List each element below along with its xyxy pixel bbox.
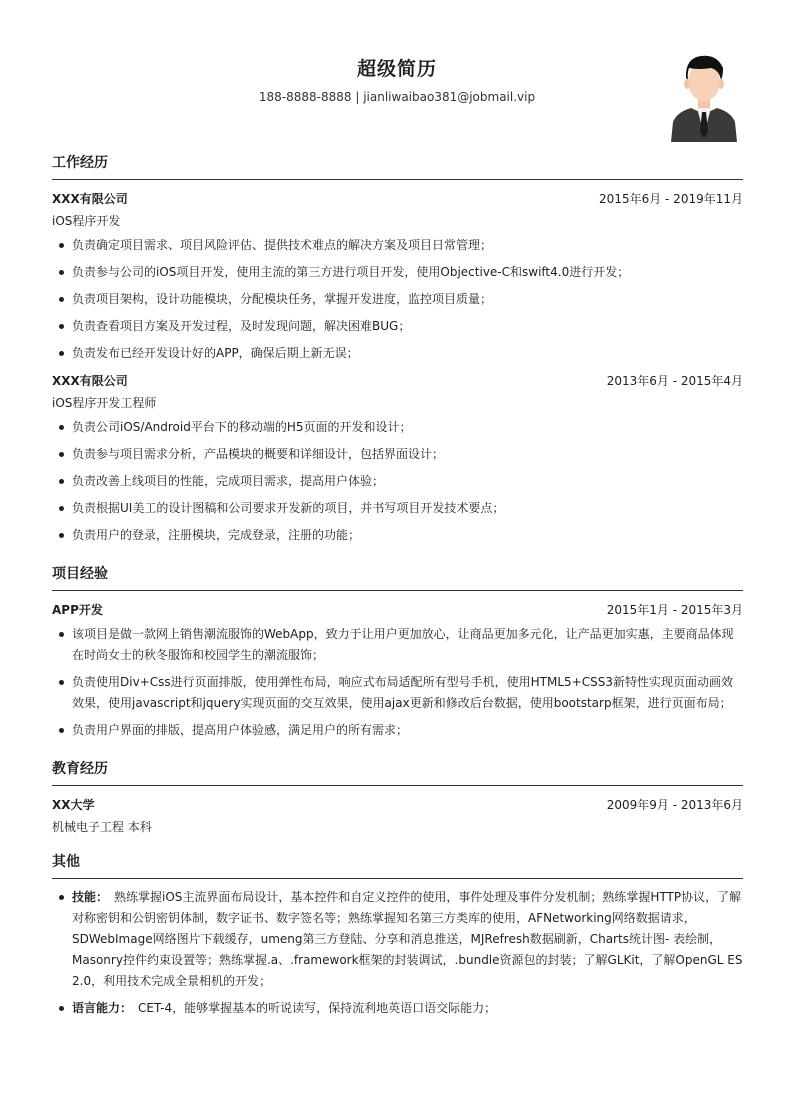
other-list	[52, 887, 743, 1019]
duty-item: 负责公司iOS/Android平台下的移动端的H5页面的开发和设计；	[72, 417, 743, 438]
resume-header	[0, 0, 794, 150]
section-title-work: 工作经历	[52, 150, 743, 180]
duty-list	[52, 417, 743, 546]
date-range: 2015年6月 - 2019年11月	[599, 192, 743, 206]
contact-info: 188-8888-8888 | jianliwaibao381@jobmail.vip	[258, 90, 536, 104]
duty-list	[52, 235, 743, 364]
duty-item: 负责查看项目方案及开发过程，及时发现问题，解决困难BUG；	[72, 316, 743, 337]
project-duty-list	[52, 624, 743, 741]
skills-text: 熟练掌握iOS主流界面布局设计，基本控件和自定义控件的使用，事件处理及事件分发机制；熟练掌握HTTP协议，了解对称密钥和公钥密钥体制，数字证书、数字签名等；熟练掌握知名第三方类库的使用，AFNetworking网络数据请求，SDWebImage网络图片下载缓存，umeng第三方登陆、分享和消息推送，MJRefresh数据刷新，Charts统计图- 表绘制，Masonry控件约束设置等；熟练掌握.a、.framework框架的封装调试，.bundle资源包的封装；了解GLKit，了解OpenGL ES 2.0，利用技术完成全景相机的开发；	[72, 890, 743, 988]
company-name: XXX有限公司	[52, 374, 128, 388]
duty-item: 负责确定项目需求、项目风险评估、提供技术难点的解决方案及项目日常管理；	[72, 235, 743, 256]
language-label: 语言能力：	[72, 1001, 133, 1015]
date-range: 2013年6月 - 2015年4月	[606, 374, 743, 388]
entry-header	[52, 794, 743, 816]
job-title: iOS程序开发	[52, 214, 121, 228]
duty-item: 负责改善上线项目的性能，完成项目需求，提高用户体验；	[72, 471, 743, 492]
entry-header	[52, 599, 743, 621]
section-title-projects: 项目经验	[52, 561, 743, 591]
section-title-other: 其他	[52, 849, 743, 879]
project-duty-item: 负责用户界面的排版，提高用户体验感，满足用户的所有需求；	[72, 720, 743, 741]
businessman-avatar-icon	[667, 48, 741, 142]
date-range: 2015年1月 - 2015年3月	[606, 603, 743, 617]
project-duty-item: 负责使用Div+Css进行页面排版，使用弹性布局，响应式布局适配所有型号手机，使用HTML5+CSS3新特性实现页面动画效效果，使用javascript和jquery实现页面的交互效果，使用ajax更新和修改后台数据，使用bootstarp框架，进行页面布局；	[72, 672, 743, 714]
resume-content	[52, 150, 743, 1025]
company-name: XXX有限公司	[52, 192, 128, 206]
school-name: XX大学	[52, 798, 95, 812]
entry-header	[52, 188, 743, 210]
duty-item: 负责根据UI美工的设计图稿和公司要求开发新的项目，并书写项目开发技术要点；	[72, 498, 743, 519]
language-item	[72, 998, 743, 1019]
work-entry	[52, 188, 743, 364]
date-range: 2009年9月 - 2013年6月	[606, 798, 743, 812]
duty-item: 负责参与公司的iOS项目开发，使用主流的第三方进行项目开发，使用Objective-C和swift4.0进行开发；	[72, 262, 743, 283]
section-title-education: 教育经历	[52, 756, 743, 786]
entry-header	[52, 370, 743, 392]
project-duty-item: 该项目是做一款网上销售潮流服饰的WebApp，致力于让用户更加放心，让商品更加多元化，让产品更加实惠，主要商品体现在时尚女士的秋冬服饰和校园学生的潮流服饰；	[72, 624, 743, 666]
work-entry	[52, 370, 743, 546]
duty-item: 负责发布已经开发设计好的APP，确保后期上新无误；	[72, 343, 743, 364]
duty-item: 负责参与项目需求分析，产品模块的概要和详细设计，包括界面设计；	[72, 444, 743, 465]
resume-name: 超级简历	[356, 58, 437, 80]
language-text: CET-4，能够掌握基本的听说读写，保持流利地英语口语交际能力；	[138, 1001, 497, 1015]
duty-item: 负责项目架构，设计功能模块，分配模块任务，掌握开发进度，监控项目质量；	[72, 289, 743, 310]
skills-label: 技能：	[72, 890, 109, 904]
education-entry	[52, 794, 743, 838]
project-entry	[52, 599, 743, 741]
degree-detail: 机械电子工程 本科	[52, 820, 152, 834]
project-name: APP开发	[52, 603, 103, 617]
job-title: iOS程序开发工程师	[52, 396, 157, 410]
skills-item	[72, 887, 743, 992]
duty-item: 负责用户的登录，注册模块，完成登录，注册的功能；	[72, 525, 743, 546]
